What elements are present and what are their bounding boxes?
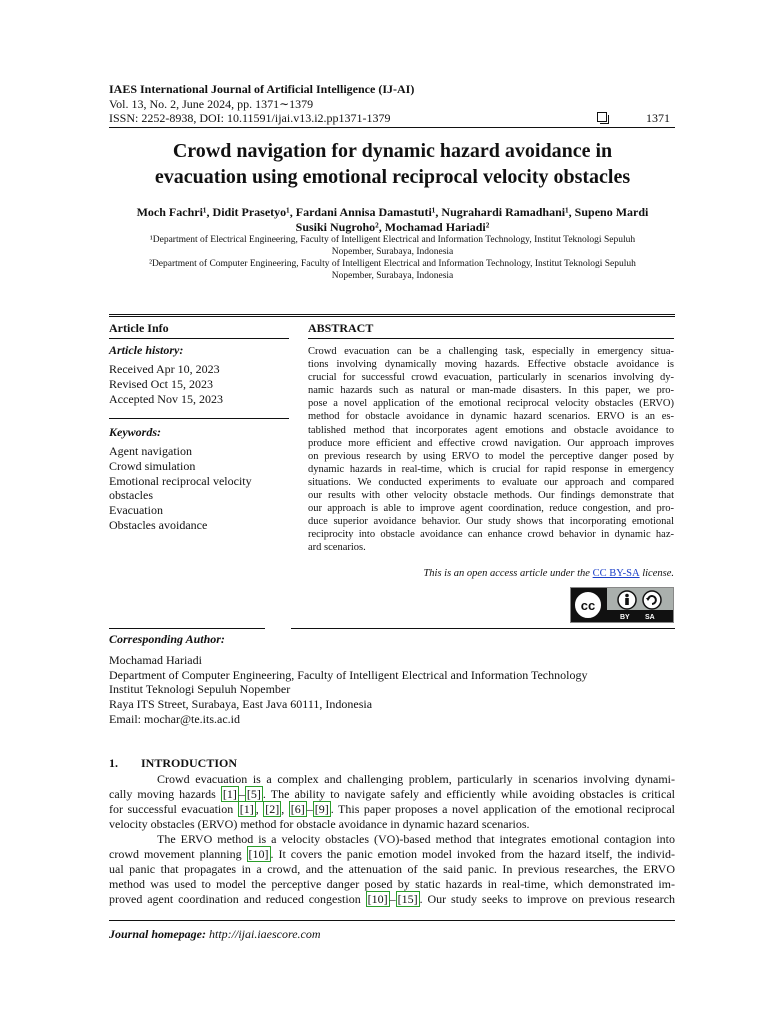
footer-rule: [109, 920, 675, 921]
keywords-rule: [109, 418, 289, 419]
intro-heading-number: 1.: [109, 756, 118, 770]
info-bottom-rule: [109, 628, 265, 629]
body-line: [109, 862, 675, 877]
corresponding-dept: Department of Computer Engineering, Faculty of Intelligent Electrical and Information Technology: [109, 668, 588, 682]
keyword: Agent navigation: [109, 444, 192, 458]
homepage-url[interactable]: http://ijai.iaescore.com: [206, 927, 321, 941]
received-date: Received Apr 10, 2023: [109, 362, 220, 376]
body-text: method was used to model the perceptive danger posed by static hazards in real-time, which demonstrated im-: [109, 877, 675, 891]
citation-link[interactable]: [10]: [248, 847, 269, 861]
cc-by-label: BY: [620, 614, 630, 621]
article-info-heading: Article Info: [109, 321, 169, 335]
body-line: [109, 772, 675, 787]
corresponding-institution: Institut Teknologi Sepuluh Nopember: [109, 682, 291, 696]
journal-homepage: Journal homepage: http://ijai.iaescore.com: [109, 927, 321, 941]
volume-info: Vol. 13, No. 2, June 2024, pp. 1371∼1379: [109, 97, 314, 111]
abstract-rule: [308, 338, 674, 339]
body-text: Crowd evacuation is a complex and challenging problem, particularly in scenarios involving dynami-: [157, 772, 675, 786]
keyword: Crowd simulation: [109, 459, 196, 473]
citation-link[interactable]: [9]: [314, 802, 329, 816]
history-label: Article history:: [109, 343, 184, 357]
article-info-rule: [109, 338, 289, 339]
cc-sa-label: SA: [645, 614, 655, 621]
body-text: proved agent coordination and reduced congestion: [109, 892, 366, 906]
citation-link[interactable]: [1]: [239, 802, 254, 816]
keywords-label: Keywords:: [109, 425, 161, 439]
body-text: . This paper proposes a novel application of the emotional reciprocal: [330, 802, 676, 816]
abstract-text: Crowd evacuation can be a challenging task, especially in emergency situa- tions involving dynamically moving hazards. Effective obstacle avoidance is crucial for successful crowd evacuation, particularly in scenarios involving dy- namic hazards such as natural or man-made disasters. In this paper, we pro- pose a novel application of the emotional reciprocal velocity obstacles (ERVO) method for obstacle avoidance in dynamic hazard scenarios. ERVO is an es- tablished method that incorporates agent emotions and obstacle avoidance to produce more efficient and effective crowd navigation. Our approach improves on previous research by using ERVO to model the perceptive danger posed by dynamic hazards in real-time, which is crucial for rapid response in emergency situations. We conducted experiments to evaluate our approach and compared our results with other velocity obstacle methods. Our findings demonstrate that our approach is able to improve agent coordination, reduce congestion, and pro- duce superior avoidance behavior. Our study shows that incorporating emotional reciprocity into obstacle avoidance can enhance crowd behavior in dynamic haz- ard scenarios.: [308, 346, 674, 554]
citation-link[interactable]: [15]: [397, 892, 418, 906]
body-text: crowd movement planning: [109, 847, 247, 861]
body-text: The ERVO method is a velocity obstacles (VO)-based method that integrates emotional contagion into: [157, 832, 675, 846]
author-list: Moch Fachri¹, Didit Prasetyo¹, Fardani Annisa Damastuti¹, Nugrahardi Ramadhani¹, Supeno Mardi Susiki Nugroho², Mochamad Hariadi²: [136, 205, 649, 234]
body-text: cally moving hazards: [109, 787, 221, 801]
revised-date: Revised Oct 15, 2023: [109, 377, 213, 391]
body-line: [109, 832, 675, 847]
body-text: –: [238, 787, 245, 801]
cc-by-sa-badge[interactable]: [570, 587, 674, 623]
journal-name: IAES International Journal of Artificial Intelligence (IJ-AI): [109, 82, 415, 96]
abstract-bottom-rule: [291, 628, 675, 629]
header-rule: [109, 127, 675, 128]
body-line: [109, 892, 675, 907]
abstract-heading: ABSTRACT: [308, 321, 374, 335]
body-line: [109, 802, 675, 817]
cc-license-link[interactable]: CC BY-SA: [592, 568, 640, 579]
body-line: [109, 877, 675, 892]
keyword: Evacuation: [109, 503, 163, 517]
body-line: [109, 847, 675, 862]
citation-link[interactable]: [10]: [367, 892, 388, 906]
body-text: . The ability to navigate safely and efficiently while avoiding obstacles is critical: [262, 787, 675, 801]
page-link-icon[interactable]: [597, 112, 607, 122]
issn-doi: ISSN: 2252-8938, DOI: 10.11591/ijai.v13.i2.pp1371-1379: [109, 111, 391, 125]
keyword: Emotional reciprocal velocity: [109, 474, 252, 488]
svg-text:cc: cc: [580, 598, 596, 613]
page-number: 1371: [646, 111, 670, 125]
body-text: . Our study seeks to improve on previous research: [419, 892, 675, 906]
intro-paragraph-1: [109, 772, 675, 832]
section-rule-top: [109, 314, 675, 315]
affiliations: ¹Department of Electrical Engineering, Faculty of Intelligent Electrical and Information Technology, Institut Teknologi Sepuluh Nopember, Surabaya, Indonesia ²Department of Computer Engineering, Faculty of Intelligent Electrical and Information Technology, Institut Teknologi Sepuluh Nopember, Surabaya, Indonesia: [149, 235, 636, 281]
corresponding-author-label: Corresponding Author:: [109, 632, 225, 646]
corresponding-email: Email: mochar@te.its.ac.id: [109, 712, 241, 726]
body-text: ual panic that propagates in a crowd, and the attenuation of the said panic. In previous researches, the ERVO: [109, 862, 675, 876]
body-text: . It covers the panic emotion model invoked from the hazard itself, the individ-: [270, 847, 676, 861]
intro-paragraph-2: [109, 832, 675, 907]
intro-heading: INTRODUCTION: [141, 756, 238, 770]
body-text: velocity obstacles (ERVO) method for obstacle avoidance in dynamic hazard scenarios.: [109, 817, 530, 831]
paper-title: Crowd navigation for dynamic hazard avoidance in evacuation using emotional reciprocal velocity obstacles: [154, 140, 631, 188]
citation-link[interactable]: [6]: [290, 802, 305, 816]
citation-link[interactable]: [2]: [265, 802, 280, 816]
citation-link[interactable]: [1]: [222, 787, 237, 801]
corresponding-address: Raya ITS Street, Surabaya, East Java 60111, Indonesia: [109, 697, 373, 711]
corresponding-name: Mochamad Hariadi: [109, 653, 202, 667]
section-rule-top-2: [109, 316, 675, 317]
accepted-date: Accepted Nov 15, 2023: [109, 392, 223, 406]
body-text: ,: [255, 802, 264, 816]
body-line: [109, 787, 675, 802]
body-text: for successful evacuation: [109, 802, 238, 816]
body-line: [109, 817, 675, 832]
body-text: –: [306, 802, 313, 816]
body-text: ,: [281, 802, 289, 816]
open-access-note: This is an open access article under the CC BY-SA license.: [423, 568, 674, 579]
keyword: obstacles: [109, 488, 153, 502]
citation-link[interactable]: [5]: [246, 787, 261, 801]
body-text: –: [389, 892, 396, 906]
keyword: Obstacles avoidance: [109, 518, 208, 532]
